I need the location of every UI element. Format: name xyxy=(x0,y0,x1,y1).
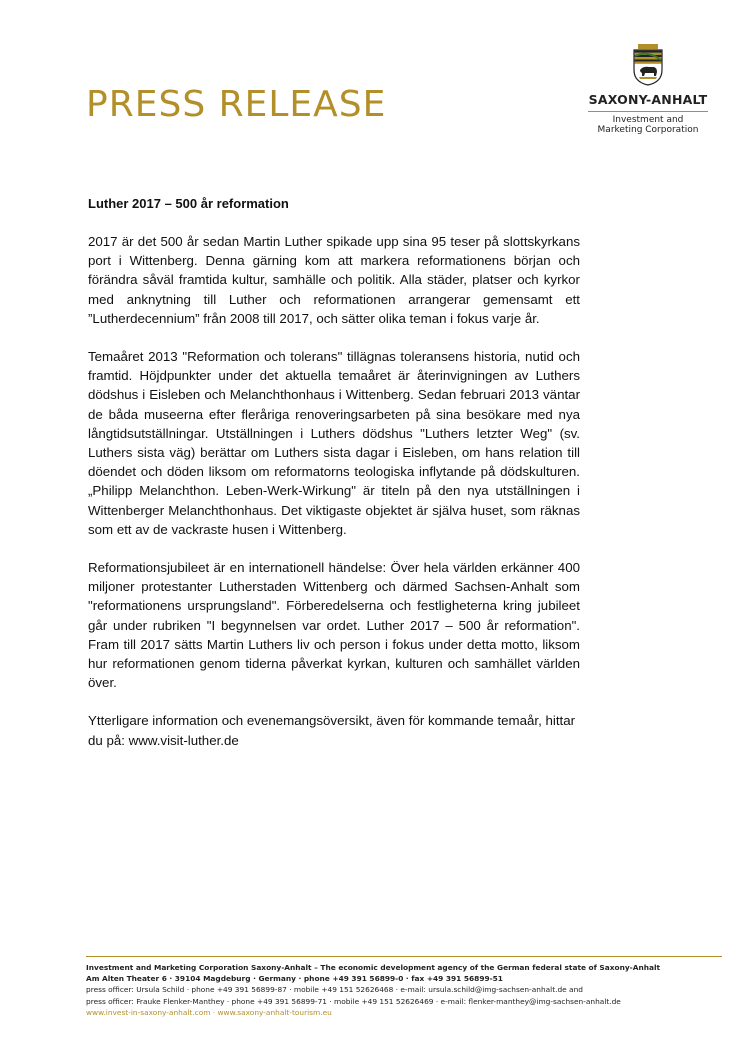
brand-name: SAXONY-ANHALT xyxy=(588,92,708,107)
footer-press-contact-2: press officer: Frauke Flenker-Manthey · phone +49 391 56899-71 · mobile +49 151 52626469 · e-mail: flenker-manthey@img-sachsen-anhalt.de xyxy=(86,996,621,1006)
article-paragraph-2: Temaåret 2013 "Reformation och tolerans" tillägnas toleransens historia, nutid och framtid. Höjdpunkter under det aktuella temaåret är återinvigningen av Luthers dödshus i Eisleben och Melanchthonhaus i Wittenberg. Sedan februari 2013 väntar de båda museerna efter fleråriga renoveringsarbeten på sina besökare med nya långtidsutställningar. Utställningen i Luthers dödshus "Luthers letzter Weg" (sv. Luthers sista väg) berättar om Luthers sista dagar i Eisleben, om hans relation till döendet och döden liksom om reformatorns teologiska inflytande på dödskulturen. „Philipp Melanchthon. Leben-Werk-Wirkung" är titeln på den nya utställningen i Wittenberger Melanchthonhaus. Det viktigaste objektet är själva huset, som räknas som ett av de vackraste husen i Wittenberg. xyxy=(88,349,580,537)
press-release-title: PRESS RELEASE xyxy=(86,84,387,125)
article-headline: Luther 2017 – 500 år reformation xyxy=(88,196,289,211)
article-paragraph-3: Reformationsjubileet är en internationell händelse: Över hela världen erkänner 400 miljoner protestanter Lutherstaden Wittenberg och därmed Sachsen-Anhalt som "reformationens ursprungsland". Förberedelserna och festligheterna kring jubileet går under rubriken "I begynnelsen var ordet. Luther 2017 – 500 år reformation". Fram till 2017 sätts Martin Luthers liv och person i fokus under detta motto, liksom hur reformationen genom tiderna påverkat kyrkan, kulturen och samhället världen över. xyxy=(88,560,580,691)
brand-subtitle-line2: Marketing Corporation xyxy=(597,125,699,135)
footer-divider xyxy=(86,956,722,957)
footer-website-links[interactable]: www.invest-in-saxony-anhalt.com · www.saxony-anhalt-tourism.eu xyxy=(86,1007,332,1017)
footer-address-line: Am Alten Theater 6 · 39104 Magdeburg · Germany · phone +49 391 56899-0 · fax +49 391 56899-51 xyxy=(86,974,503,984)
brand-subtitle-line1: Investment and xyxy=(612,115,684,125)
article-paragraph-1: 2017 är det 500 år sedan Martin Luther spikade upp sina 95 teser på slottskyrkans port i Wittenberg. Denna gärning kom att markera reformationens början och förändra såväl framtida kultur, samhälle och politik. Alla städer, platser och kyrkor med anknytning till Luther och reformationen arrangerar gemensamt ett ”Lutherdecennium” från 2008 till 2017, och sätter olika teman i fokus varje år. xyxy=(88,234,580,326)
coat-of-arms-icon xyxy=(631,44,665,86)
footer-press-contact-1: press officer: Ursula Schild · phone +49 391 56899-87 · mobile +49 151 52626468 · e-mail: ursula.schild@img-sachsen-anhalt.de and xyxy=(86,985,583,995)
footer xyxy=(86,962,726,1018)
brand-divider xyxy=(588,111,708,112)
article-paragraph-4: Ytterligare information och evenemangsöversikt, även för kommande temaår, hittar du på: www.visit-luther.de xyxy=(88,713,576,748)
footer-organization-line: Investment and Marketing Corporation Saxony-Anhalt – The economic development agency of the German federal state of Saxony-Anhalt xyxy=(86,963,661,972)
article-body xyxy=(88,196,580,769)
brand-logo xyxy=(578,44,718,135)
